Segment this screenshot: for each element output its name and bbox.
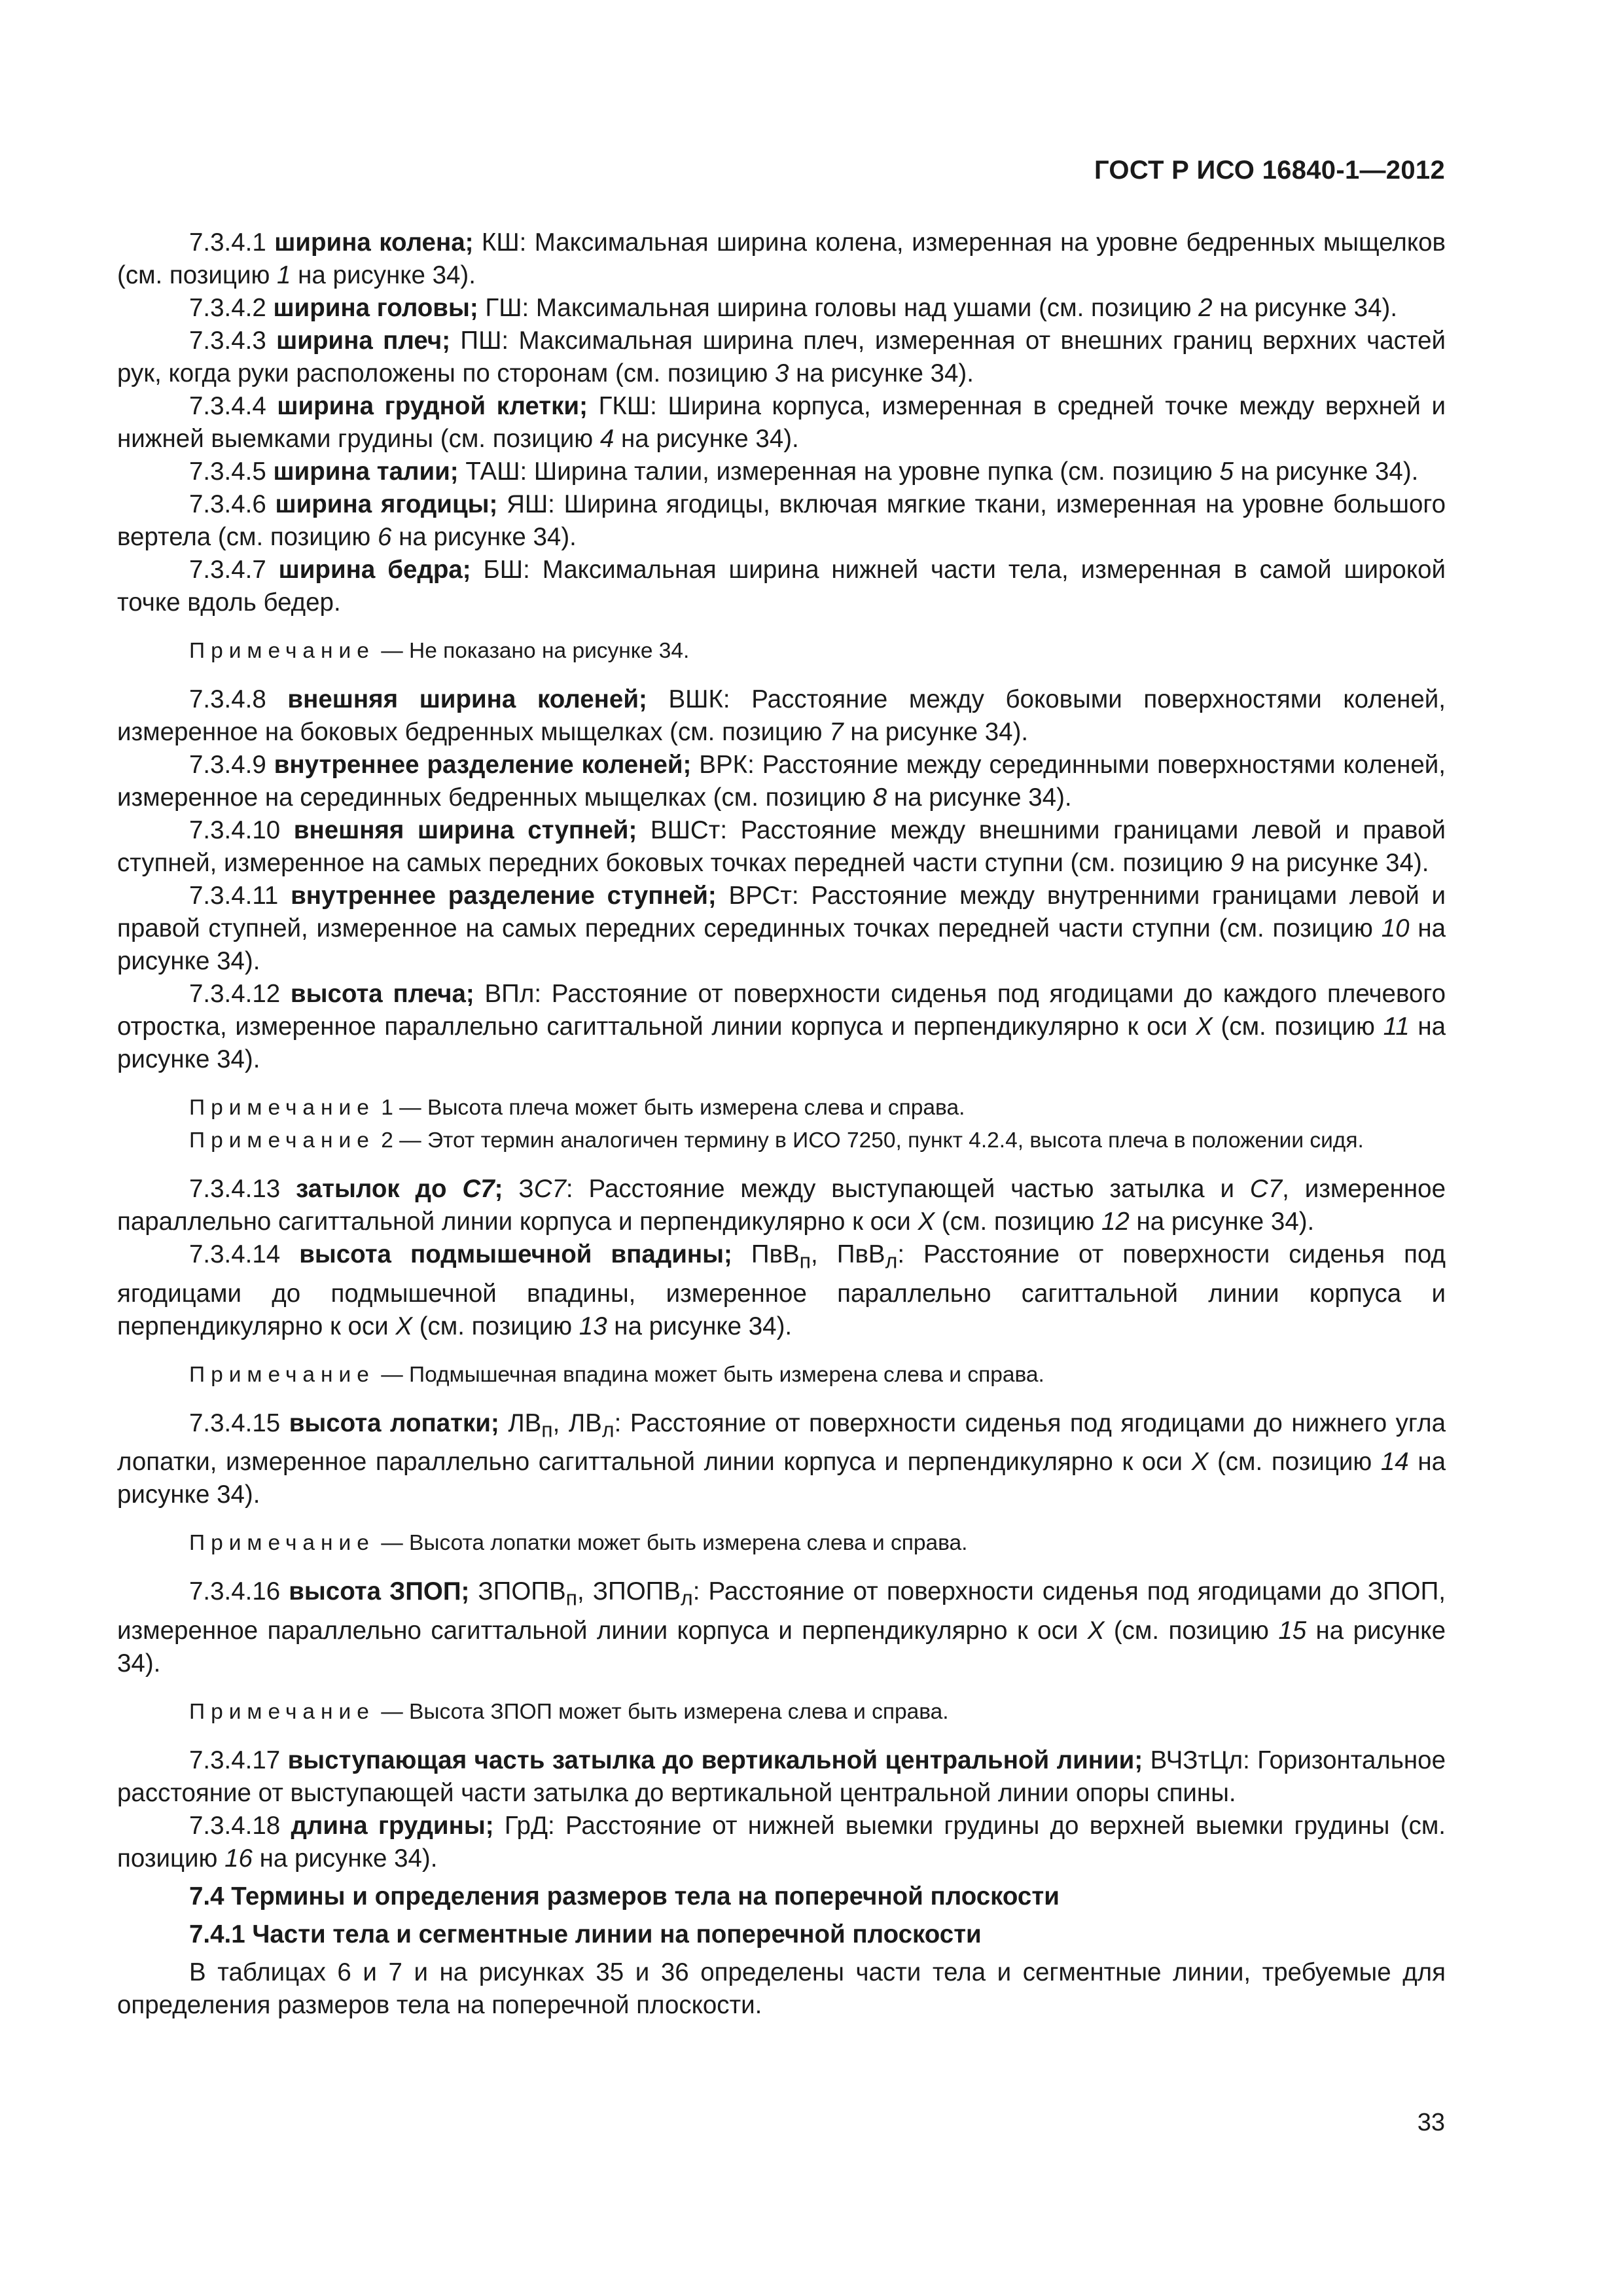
item-number: 7.3.4.12 bbox=[189, 980, 291, 1008]
note bbox=[117, 1092, 1446, 1124]
definition: Ширина ягодицы, включая мягкие ткани, измеренная на уровне большого вертела (см. позицию bbox=[117, 490, 1446, 551]
item-number: 7.3.4.15 bbox=[189, 1408, 289, 1437]
abbreviation-end: : bbox=[692, 1577, 709, 1606]
abbreviation: , ПвВ bbox=[811, 1240, 885, 1268]
position-ref: 14 bbox=[1380, 1448, 1409, 1477]
item-number: 7.3.4.11 bbox=[189, 882, 291, 910]
item-7-3-4-13 bbox=[117, 1173, 1446, 1238]
definition: Расстояние от поверхности сиденья под ягодицами до нижнего угла лопатки, измеренное параллельно сагиттальной линии корпуса и перпендикулярно к оси bbox=[117, 1408, 1446, 1477]
term: высота подмышечной впадины; bbox=[299, 1240, 732, 1268]
position-ref: 2 bbox=[1198, 294, 1213, 322]
figure-ref: на рисунке 34). bbox=[1244, 849, 1429, 877]
figure-ref: на рисунке 34). bbox=[1233, 457, 1419, 486]
definition: Горизонтальное расстояние от выступающей части затылка до вертикальной центральной линии опоры спины. bbox=[117, 1746, 1446, 1808]
definition-cont: (см. позицию bbox=[1212, 1013, 1383, 1041]
abbreviation: ВШК: bbox=[647, 685, 752, 713]
term-end: ; bbox=[494, 1175, 503, 1203]
figure-ref: на рисунке 34). bbox=[117, 1013, 1446, 1073]
abbreviation: КШ: bbox=[473, 228, 535, 257]
position-ref: 12 bbox=[1101, 1208, 1130, 1236]
note bbox=[117, 1527, 1446, 1560]
item-number: 7.3.4.18 bbox=[189, 1812, 291, 1840]
subscript: л bbox=[681, 1587, 693, 1611]
note-label: Примечание bbox=[189, 1700, 375, 1725]
note-label: Примечание bbox=[189, 1096, 375, 1120]
axis-label: X bbox=[1087, 1617, 1105, 1645]
term: ширина бедра; bbox=[278, 556, 471, 584]
item-number: 7.3.4.14 bbox=[189, 1240, 300, 1268]
abbreviation: ЗПОПВ bbox=[469, 1577, 566, 1606]
position-ref: 7 bbox=[829, 718, 844, 746]
figure-ref: на рисунке 34). bbox=[252, 1844, 438, 1873]
abbreviation: ГКШ: bbox=[587, 392, 668, 420]
abbreviation: ПвВ bbox=[732, 1240, 800, 1268]
position-ref: 11 bbox=[1383, 1013, 1410, 1041]
definition: Ширина корпуса, измеренная в средней точке между верхней и нижней выемками грудины (см. позицию bbox=[117, 392, 1446, 453]
note bbox=[117, 1359, 1446, 1391]
abbreviation: ВШСт: bbox=[637, 816, 741, 844]
abbreviation-end: : bbox=[897, 1240, 924, 1268]
position-ref: 6 bbox=[377, 523, 392, 551]
vertebra-ref: С7 bbox=[1249, 1175, 1283, 1203]
page-number: 33 bbox=[1417, 2109, 1445, 2136]
definition: Расстояние от поверхности сиденья под ягодицами до каждого плечевого отростка, измеренное параллельно сагиттальной линии корпуса и перпендикулярно к оси bbox=[117, 980, 1446, 1041]
definition: Расстояние между боковыми поверхностями коленей, измеренное на боковых бедренных мыщелках (см. позицию bbox=[117, 685, 1446, 746]
figure-ref: на рисунке 34). bbox=[887, 783, 1072, 812]
item-number: 7.3.4.4 bbox=[189, 392, 277, 420]
abbreviation: ЯШ: bbox=[497, 490, 564, 518]
figure-ref: на рисунке 34). bbox=[614, 425, 799, 453]
abbreviation: ВПл: bbox=[474, 980, 552, 1008]
figure-ref: на рисунке 34). bbox=[291, 261, 476, 289]
term: длина грудины; bbox=[291, 1812, 494, 1840]
term: ширина ягодицы; bbox=[275, 490, 498, 518]
note bbox=[117, 1696, 1446, 1729]
note-text: — Этот термин аналогичен термину в ИСО 7250, пункт 4.2.4, высота плеча в положении сидя. bbox=[393, 1128, 1364, 1153]
figure-ref: на рисунке 34). bbox=[1129, 1208, 1315, 1236]
item-7-3-4-1 bbox=[117, 226, 1446, 292]
definition: Расстояние от поверхности сиденья под ягодицами до ЗПОП, измеренное параллельно сагиттальной линии корпуса и перпендикулярно к оси bbox=[117, 1577, 1446, 1645]
page-body bbox=[117, 226, 1446, 2022]
note bbox=[117, 1124, 1446, 1157]
subscript: п bbox=[565, 1587, 578, 1611]
item-number: 7.3.4.6 bbox=[189, 490, 276, 518]
subscript: л bbox=[885, 1249, 898, 1273]
abbreviation-end: : bbox=[614, 1408, 630, 1437]
item-number: 7.3.4.7 bbox=[189, 556, 279, 584]
abbreviation-c7: С7 bbox=[533, 1175, 566, 1203]
item-7-3-4-11 bbox=[117, 880, 1446, 978]
item-7-3-4-8 bbox=[117, 683, 1446, 749]
definition-cont: (см. позицию bbox=[1104, 1617, 1279, 1645]
note-label: Примечание bbox=[189, 1531, 375, 1556]
term: ширина головы; bbox=[273, 294, 478, 322]
term: ширина талии; bbox=[273, 457, 459, 486]
definition: Максимальная ширина нижней части тела, измеренная в самой широкой точке вдоль бедер. bbox=[117, 556, 1446, 617]
item-7-3-4-7 bbox=[117, 554, 1446, 619]
axis-label: X bbox=[1191, 1448, 1209, 1477]
term: ширина грудной клетки; bbox=[277, 392, 588, 420]
subscript: п bbox=[799, 1249, 812, 1273]
item-7-3-4-12 bbox=[117, 978, 1446, 1076]
figure-ref: на рисунке 34). bbox=[117, 1448, 1446, 1509]
figure-ref: на рисунке 34). bbox=[117, 914, 1446, 975]
note-number: 1 bbox=[374, 1096, 393, 1120]
item-7-3-4-3 bbox=[117, 325, 1446, 390]
definition: Максимальная ширина колена, измеренная на уровне бедренных мыщелков (см. позицию bbox=[117, 228, 1446, 289]
term: высота плеча; bbox=[290, 980, 474, 1008]
item-7-3-4-5 bbox=[117, 456, 1446, 488]
position-ref: 3 bbox=[775, 359, 789, 387]
abbreviation: ТАШ: bbox=[458, 457, 534, 486]
position-ref: 9 bbox=[1230, 849, 1245, 877]
term: затылок до bbox=[296, 1175, 463, 1203]
item-7-3-4-18 bbox=[117, 1810, 1446, 1875]
subscript: л bbox=[601, 1418, 615, 1442]
definition-cont: , измеренное параллельно сагиттальной линии корпуса и перпендикулярно к оси bbox=[117, 1175, 1446, 1236]
position-ref: 8 bbox=[872, 783, 887, 812]
position-ref: 16 bbox=[224, 1844, 253, 1873]
note-number: 2 bbox=[374, 1128, 393, 1153]
abbreviation: , ЗПОПВ bbox=[577, 1577, 681, 1606]
axis-label: X bbox=[918, 1208, 935, 1236]
definition: Расстояние между внутренними границами левой и правой ступней, измеренное на самых передних серединных точках передней части ступни (см. позицию bbox=[117, 882, 1446, 942]
item-7-3-4-17 bbox=[117, 1744, 1446, 1810]
abbreviation: З bbox=[503, 1175, 534, 1203]
definition: Расстояние между серединными поверхностями коленей, измеренное на серединных бедренных мыщелках (см. позицию bbox=[117, 751, 1446, 812]
term-c7: С7 bbox=[462, 1175, 495, 1203]
position-ref: 13 bbox=[579, 1312, 607, 1340]
definition: Максимальная ширина головы над ушами (см. позицию bbox=[535, 294, 1199, 322]
note-text: — Не показано на рисунке 34. bbox=[374, 639, 690, 663]
subscript: п bbox=[541, 1418, 553, 1442]
section-heading-7-4: 7.4 Термины и определения размеров тела на поперечной плоскости bbox=[189, 1882, 1060, 1911]
position-ref: 1 bbox=[277, 261, 291, 289]
abbreviation: ВРСт: bbox=[716, 882, 812, 910]
abbreviation: ГрД: bbox=[493, 1812, 566, 1840]
note-text: — Высота плеча может быть измерена слева и справа. bbox=[393, 1096, 965, 1120]
position-ref: 4 bbox=[599, 425, 615, 453]
term: внутреннее разделение ступней; bbox=[291, 882, 717, 910]
abbreviation: ВРК: bbox=[691, 751, 762, 779]
definition: Расстояние от нижней выемки грудины до верхней выемки грудины (см. позицию bbox=[117, 1812, 1446, 1873]
item-number: 7.3.4.17 bbox=[189, 1746, 288, 1775]
item-number: 7.3.4.8 bbox=[189, 685, 288, 713]
definition: Ширина талии, измеренная на уровне пупка (см. позицию bbox=[533, 457, 1220, 486]
term: внутреннее разделение коленей; bbox=[274, 751, 692, 779]
section-heading-7-4-1: 7.4.1 Части тела и сегментные линии на поперечной плоскости bbox=[189, 1920, 982, 1949]
abbreviation: ПШ: bbox=[450, 327, 519, 355]
section-7-4-1-text: В таблицах 6 и 7 и на рисунках 35 и 36 определены части тела и сегментные линии, требуемые для определения размеров тела на поперечной плоскости. bbox=[117, 1958, 1446, 2020]
note-text: — Высота лопатки может быть измерена слева и справа. bbox=[374, 1531, 968, 1556]
axis-label: X bbox=[395, 1312, 413, 1340]
definition-cont: (см. позицию bbox=[1208, 1448, 1381, 1477]
item-number: 7.3.4.9 bbox=[189, 751, 274, 779]
item-number: 7.3.4.2 bbox=[189, 294, 274, 322]
abbreviation: ВЧЗтЦл: bbox=[1143, 1746, 1258, 1775]
item-7-3-4-9 bbox=[117, 749, 1446, 814]
definition: Расстояние между выступающей частью затылка и bbox=[588, 1175, 1250, 1203]
abbreviation: ГШ: bbox=[478, 294, 536, 322]
term: высота ЗПОП; bbox=[289, 1577, 470, 1606]
figure-ref: на рисунке 34). bbox=[607, 1312, 793, 1340]
term: внешняя ширина коленей; bbox=[287, 685, 647, 713]
item-number: 7.3.4.5 bbox=[189, 457, 274, 486]
definition: Максимальная ширина плеч, измеренная от внешних границ верхних частей рук, когда руки расположены по сторонам (см. позицию bbox=[117, 327, 1446, 387]
figure-ref: на рисунке 34). bbox=[391, 523, 577, 551]
term: ширина плеч; bbox=[276, 327, 451, 355]
position-ref: 15 bbox=[1278, 1617, 1307, 1645]
abbreviation-end: : bbox=[565, 1175, 589, 1203]
definition: Расстояние между внешними границами левой и правой ступней, измеренное на самых передних боковых точках передней части ступни (см. позицию bbox=[117, 816, 1446, 877]
definition-cont: (см. позицию bbox=[935, 1208, 1101, 1236]
note-label: Примечание bbox=[189, 639, 375, 663]
item-7-3-4-2 bbox=[117, 292, 1446, 325]
item-7-3-4-16 bbox=[117, 1575, 1446, 1680]
note-label: Примечание bbox=[189, 1362, 375, 1387]
figure-ref: на рисунке 34). bbox=[789, 359, 974, 387]
note-text: — Высота ЗПОП может быть измерена слева и справа. bbox=[374, 1700, 949, 1725]
term: ширина колена; bbox=[274, 228, 474, 257]
item-7-3-4-6 bbox=[117, 488, 1446, 554]
term: внешняя ширина ступней; bbox=[293, 816, 637, 844]
item-number: 7.3.4.16 bbox=[189, 1577, 289, 1606]
figure-ref: на рисунке 34). bbox=[1212, 294, 1398, 322]
figure-ref: на рисунке 34). bbox=[117, 1617, 1446, 1678]
note-label: Примечание bbox=[189, 1128, 375, 1153]
abbreviation: ЛВ bbox=[499, 1408, 542, 1437]
item-7-3-4-15 bbox=[117, 1407, 1446, 1512]
note-text: — Подмышечная впадина может быть измерена слева и справа. bbox=[374, 1362, 1044, 1387]
figure-ref: на рисунке 34). bbox=[843, 718, 1029, 746]
item-7-3-4-4 bbox=[117, 390, 1446, 456]
position-ref: 10 bbox=[1381, 914, 1410, 942]
item-number: 7.3.4.10 bbox=[189, 816, 294, 844]
item-number: 7.3.4.3 bbox=[189, 327, 277, 355]
abbreviation: БШ: bbox=[471, 556, 543, 584]
item-7-3-4-10 bbox=[117, 814, 1446, 880]
axis-label: X bbox=[1196, 1013, 1213, 1041]
document-code: ГОСТ Р ИСО 16840-1—2012 bbox=[1094, 156, 1445, 185]
definition: Расстояние от поверхности сиденья под ягодицами до подмышечной впадины, измеренное параллельно сагиттальной линии корпуса и перпендикулярно к оси bbox=[117, 1240, 1446, 1340]
item-7-3-4-14 bbox=[117, 1238, 1446, 1343]
term: высота лопатки; bbox=[289, 1408, 499, 1437]
item-number: 7.3.4.1 bbox=[189, 228, 275, 257]
position-ref: 5 bbox=[1219, 457, 1234, 486]
note bbox=[117, 635, 1446, 668]
definition-cont: (см. позицию bbox=[412, 1312, 579, 1340]
abbreviation: , ЛВ bbox=[552, 1408, 602, 1437]
item-number: 7.3.4.13 bbox=[189, 1175, 296, 1203]
term: выступающая часть затылка до вертикальной центральной линии; bbox=[287, 1746, 1143, 1775]
